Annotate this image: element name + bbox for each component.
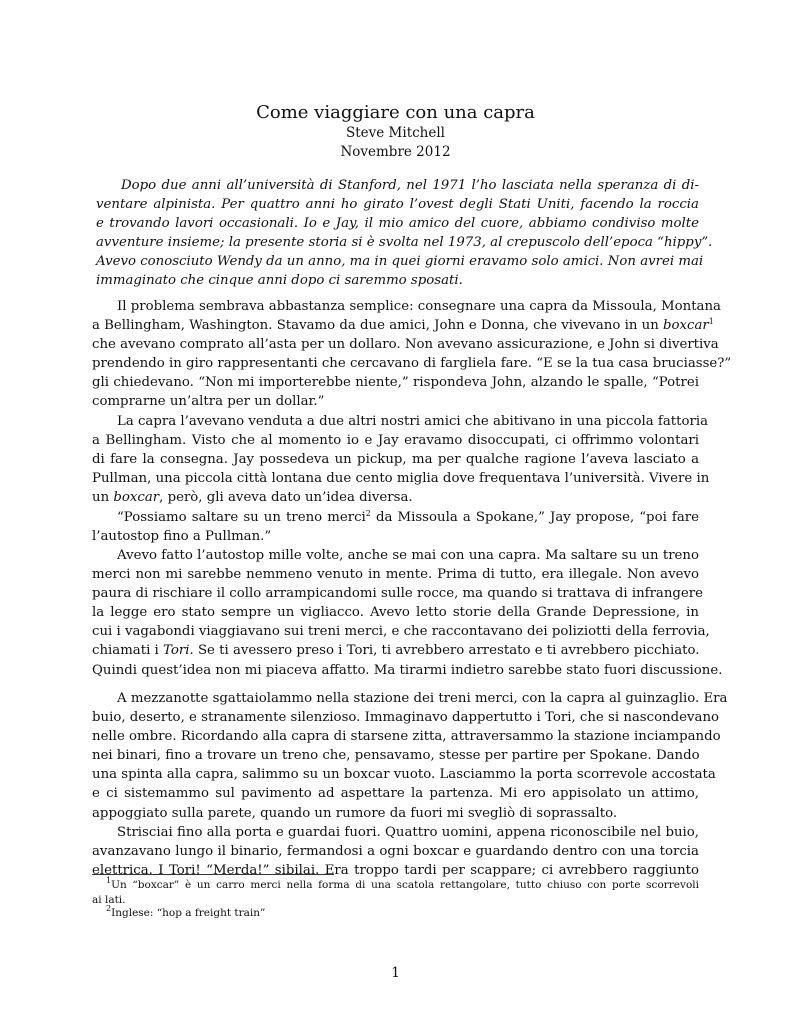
paragraph-line: avanzavano lungo il binario, fermandosi a ogni boxcar e guardando dentro con una torcia [92, 844, 699, 860]
paragraph-line: Strisciai fino alla porta e guardai fuori. Quattro uomini, appena riconoscibile nel buio, [117, 825, 699, 840]
paragraph-line: Avevo fatto l’autostop mille volte, anche se mai con una capra. Ma saltare su un treno [117, 548, 699, 563]
boxcar-term: boxcar [663, 318, 709, 334]
paragraph-line: buio, deserto, e stranamente silenzioso. Immaginavo dappertutto i Tori, che si nascondevano [92, 710, 720, 726]
footnote-number: 1 [106, 876, 112, 885]
paragraph-line: l’autostop fino a Pullman.” [92, 529, 272, 545]
paragraph-line: cui i vagabondi viaggiavano sui treni merci, e che raccontavano dei poliziotti della ferrovia, [92, 624, 710, 640]
paragraph-line [92, 508, 699, 527]
footnote-1 [92, 878, 699, 908]
paragraph-text: a Bellingham, Washington. Stavamo da due amici, John e Donna, che vivevano in un [92, 318, 663, 334]
paragraph-line: comprarne un’altra per un dollar.” [92, 394, 325, 410]
paragraph-line [92, 488, 699, 507]
paragraph-line: gli chiedevano. “Non mi importerebbe niente,” rispondeva John, alzando le spalle, “Potrei [92, 375, 699, 391]
footnote-marker-2: 2 [365, 509, 371, 518]
paragraph-text: “Possiamo saltare su un treno merci [117, 510, 366, 525]
footnote-line: ai lati. [92, 894, 126, 906]
paragraph-4 [92, 546, 723, 680]
footnote-number: 2 [106, 904, 112, 913]
paragraph-6 [92, 823, 699, 880]
paragraph-5 [92, 689, 728, 823]
paragraph-line: che avevano comprato all’asta per un dollaro. Non avevano assicurazione, e John si divertiva [92, 337, 719, 353]
page-number: 1 [391, 965, 400, 981]
abstract-line: avventure insieme; la presente storia si è svolta nel 1973, al crepuscolo dell’epoca “hippy”. [96, 235, 713, 251]
paragraph-line: nei binari, fino a trovare un treno che, pensavamo, stesse per partire per Spokane. Dando [92, 748, 700, 764]
footnote-marker-1: 1 [708, 317, 714, 327]
paragraph-2 [92, 412, 710, 507]
footnote-2 [92, 906, 699, 921]
abstract-line: ventare alpinista. Per quattro anni ho girato l’ovest degli Stati Uniti, facendo la roccia [96, 197, 699, 213]
paragraph-text: , però, gli aveva dato un’idea diversa. [159, 490, 413, 506]
document-author: Steve Mitchell [345, 125, 445, 141]
paragraph-line: e ci sistemammo sul pavimento ad aspettare la partenza. Mi ero appisolato un attimo, [92, 786, 699, 802]
paragraph-line [92, 641, 699, 660]
paragraph-line: Quindi quest’idea non mi piaceva affatto. Ma tirarmi indietro sarebbe stato fuori discussione. [92, 662, 723, 678]
footnote-line [92, 878, 699, 893]
paragraph-line: la legge ero stato sempre un vigliacco. Avevo letto storie della Grande Depressione, in [92, 605, 699, 621]
paragraph-line: a Bellingham. Visto che al momento io e Jay eravamo disoccupati, ci offrimmo volontari [92, 433, 699, 449]
paragraph-text: . Se ti avessero preso i Tori, ti avrebbero arrestato e ti avrebbero picchiato. [189, 643, 700, 659]
paragraph-line: La capra l’avevano venduta a due altri nostri amici che abitivano in una piccola fattoria [117, 414, 708, 429]
tori-term: Tori [163, 643, 190, 659]
paragraph-line: una spinta alla capra, salimmo su un boxcar vuoto. Lasciammo la porta scorrevole accostata [92, 767, 716, 783]
abstract [96, 176, 713, 291]
paragraph-3 [92, 508, 699, 546]
document-title: Come viaggiare con una capra [256, 102, 535, 123]
footnote-line [92, 906, 699, 921]
paragraph-1 [92, 297, 732, 412]
paragraph-line: Il problema sembrava abbastanza semplice: consegnare una capra da Missoula, Montana [117, 299, 721, 314]
paragraph-text: chiamati i [92, 643, 164, 659]
paragraph-line: A mezzanotte sgattaiolammo nella stazione dei treni merci, con la capra al guinzaglio. Era [117, 691, 728, 706]
abstract-line: immaginato che cinque anni dopo ci saremmo sposati. [96, 273, 463, 289]
paragraph-line: paura di rischiare il collo arrampicandomi sulle rocce, ma quando si trattava di infrangere [92, 586, 704, 602]
abstract-line: Dopo due anni all’università di Stanford, nel 1971 l’ho lasciata nella speranza di di- [121, 178, 699, 193]
paragraph-line: Pullman, una piccola città lontana due cento miglia dove frequentava l’università. Vivere in [92, 471, 710, 487]
paragraph-line: nelle ombre. Ricordando alla capra di starsene zitta, attraversammo la stazione inciampando [92, 729, 721, 745]
paragraph-line: merci non mi sarebbe nemmeno venuto in mente. Prima di tutto, era illegale. Non avevo [92, 567, 699, 583]
footnote-text: Un “boxcar” è un carro merci nella forma di una scatola rettangolare, tutto chiuso con porte scorrevoli [111, 879, 699, 891]
footnote-divider [92, 874, 334, 875]
abstract-line: e trovando lavori occasionali. Io e Jay, il mio amico del cuore, abbiamo condiviso molte [96, 216, 699, 232]
paragraph-text: da Missoula a Spokane,” Jay propose, “poi fare [370, 510, 699, 525]
abstract-line: Avevo conosciuto Wendy da un anno, ma in quei giorni eravamo solo amici. Non avrei mai [96, 254, 704, 270]
paragraph-line: elettrica. I Tori! “Merda!” sibilai. Era troppo tardi per scappare; ci avrebbero raggiunto [92, 863, 699, 879]
paragraph-line: prendendo in giro rappresentanti che cercavano di fargliela fare. “E se la tua casa bruciasse?” [92, 356, 732, 372]
paragraph-line: di fare la consegna. Jay possedeva un pickup, ma per qualche ragione l’aveva lasciato a [92, 452, 699, 468]
paragraph-line: appoggiato sulla parete, quando un rumore da fuori mi svegliò di soprassalto. [92, 805, 618, 821]
footnote-text: Inglese: “hop a freight train” [111, 907, 266, 919]
paragraph-text: un [92, 490, 114, 506]
boxcar-term: boxcar [113, 490, 160, 506]
paragraph-line [92, 316, 714, 335]
document-date: Novembre 2012 [340, 144, 451, 160]
